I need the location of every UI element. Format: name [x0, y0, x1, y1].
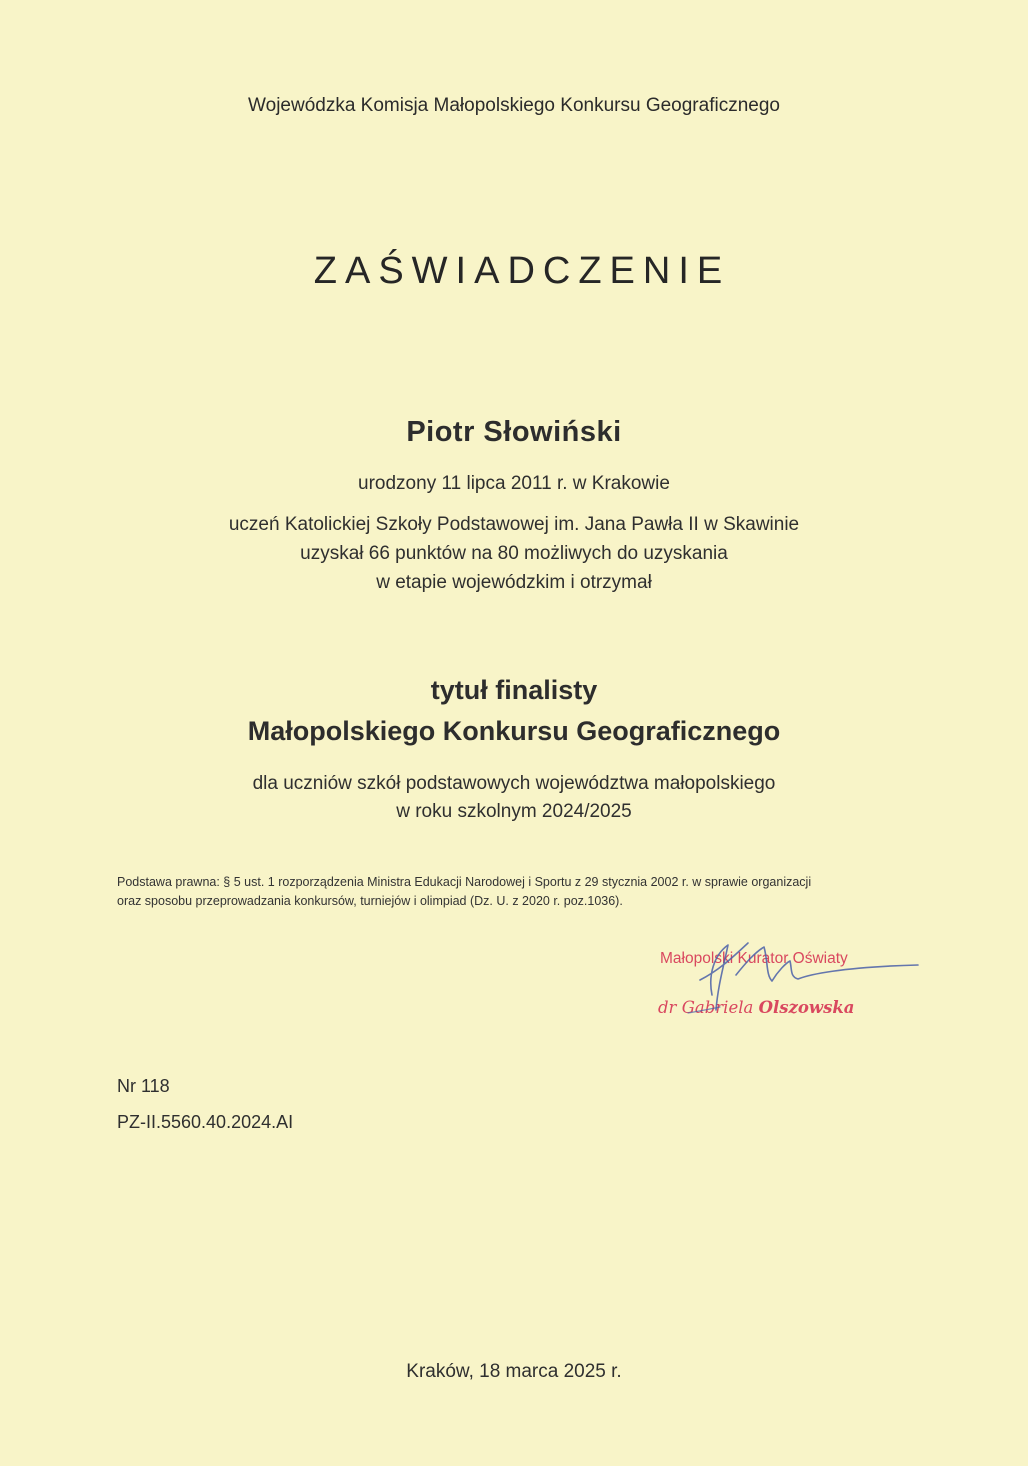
stage-info: w etapie wojewódzkim i otrzymał	[376, 572, 652, 593]
certificate-number: Nr 118	[117, 1076, 170, 1096]
award-title: tytuł finalisty	[430, 675, 598, 705]
handwritten-signature-icon	[640, 925, 940, 1035]
signature-name-surname: Olszowska	[758, 998, 855, 1017]
recipient-name: Piotr Słowiński	[406, 416, 622, 448]
legal-basis-line-1: Podstawa prawna: § 5 ust. 1 rozporządzenia Ministra Edukacji Narodowej i Sportu z 29 stycznia 2002 r. w sprawie organizacji	[117, 875, 812, 889]
school-info: uczeń Katolickiej Szkoły Podstawowej im. Jana Pawła II w Skawinie	[228, 514, 800, 535]
signature-block	[640, 925, 940, 1035]
legal-basis	[117, 873, 937, 911]
points-info: uzyskał 66 punktów na 80 możliwych do uzyskania	[300, 543, 728, 564]
signature-stamp-office: Małopolski Kurator Oświaty	[660, 950, 848, 967]
document-title: ZAŚWIADCZENIE	[313, 250, 731, 292]
scope-audience: dla uczniów szkół podstawowych województwa małopolskiego	[252, 773, 776, 794]
scope-school-year: w roku szkolnym 2024/2025	[396, 801, 632, 822]
case-reference-code: PZ-II.5560.40.2024.AI	[117, 1112, 294, 1132]
signature-name-prefix: dr Gabriela	[658, 998, 754, 1017]
issuing-commission: Wojewódzka Komisja Małopolskiego Konkursu Geograficznego	[248, 95, 780, 116]
award-contest-name: Małopolskiego Konkursu Geograficznego	[247, 716, 781, 746]
legal-basis-line-2: oraz sposobu przeprowadzania konkursów, turniejów i olimpiad (Dz. U. z 2020 r. poz.1036).	[117, 894, 623, 908]
birth-info: urodzony 11 lipca 2011 r. w Krakowie	[358, 473, 670, 494]
place-and-date: Kraków, 18 marca 2025 r.	[406, 1361, 622, 1382]
